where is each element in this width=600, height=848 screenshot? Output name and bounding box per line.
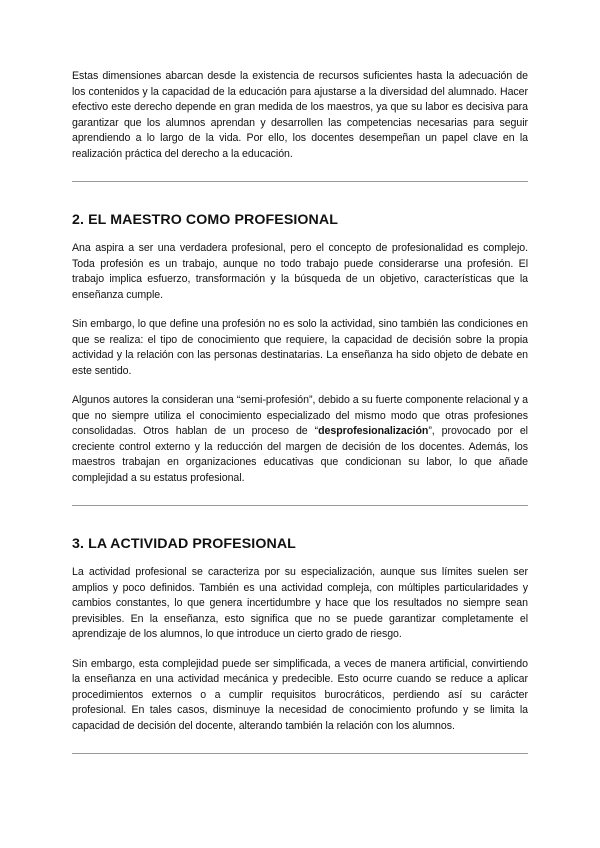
section3-paragraph-1: La actividad profesional se caracteriza por su especialización, aunque sus límites suelen ser amplios y poco definidos. También es una actividad compleja, con múltiples particularidades y cambios constantes, lo que genera incertidumbre y hace que los resultados no siempre sean previsibles. En la enseñanza, esto significa que no se puede garantizar completamente el aprendizaje de los alumnos, lo que introduce un cierto grado de riesgo. [72,566,528,640]
section-heading-3: 3. LA ACTIVIDAD PROFESIONAL [72,536,296,552]
section2-paragraph-2: Sin embargo, lo que define una profesión no es solo la actividad, sino también las condiciones en que se realiza: el tipo de conocimiento que requiere, la capacidad de decisión sobre la propia actividad y la relación con las personas destinatarias. La enseñanza ha sido objeto de debate en este sentido. [72,318,528,377]
page-content [72,69,528,754]
intro-paragraph: Estas dimensiones abarcan desde la existencia de recursos suficientes hasta la adecuación de los contenidos y la capacidad de la educación para ajustarse a la diversidad del alumnado. Hacer efectivo este derecho depende en gran medida de los maestros, ya que su labor es decisiva para garantizar que los alumnos aprendan y desarrollen las competencias necesarias para seguir aprendiendo a lo largo de la vida. Por ello, los docentes desempeñan un papel clave en la realización práctica del derecho a la educación. [72,70,528,160]
section2-paragraph-1: Ana aspira a ser una verdadera profesional, pero el concepto de profesionalidad es complejo. Toda profesión es un trabajo, aunque no todo trabajo puede considerarse una profesión. El trabajo implica esfuerzo, transformación y la búsqueda de un objetivo, características que la enseñanza cumple. [72,242,528,301]
section-divider [72,753,528,754]
section-heading-2: 2. EL MAESTRO COMO PROFESIONAL [72,212,339,228]
section3-paragraph-2: Sin embargo, esta complejidad puede ser simplificada, a veces de manera artificial, convirtiendo la enseñanza en una actividad mecánica y predecible. Esto ocurre cuando se reduce a aplicar procedimientos externos o a cumplir requisitos burocráticos, perdiendo así su carácter profesional. En tales casos, disminuye la necesidad de conocimiento profundo y se limita la capacidad de decisión del docente, alterando también la relación con los alumnos. [72,657,528,732]
section2-paragraph-3-text-b: ”, provocado por el creciente control externo y la reducción del margen de decisión de los docentes. Además, los maestros trabajan en organizaciones educativas que condicionan su labor, lo que añade complejidad a su estatus profesional. [72,425,528,484]
bold-term: desprofesionalización [318,425,429,437]
section2-paragraph-3-text-a: Algunos autores la consideran una “semi-profesión”, debido a su fuerte componente relacional y a que no siempre utiliza el conocimiento especializado del mismo modo que otras profesiones consolidadas. Otros hablan de un proceso de “ [72,394,528,437]
section2-paragraph-3 [72,393,528,486]
